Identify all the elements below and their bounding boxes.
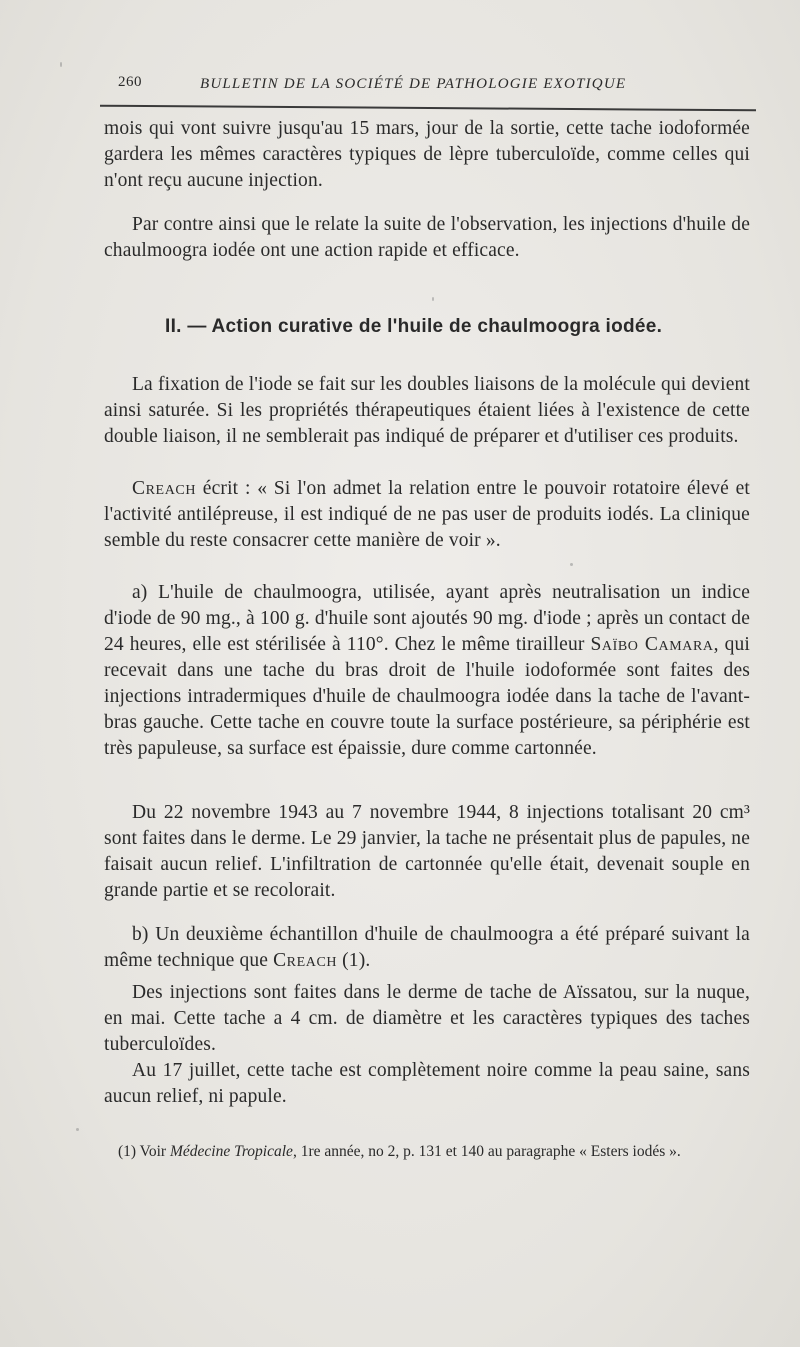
paragraph-part: (1). <box>337 950 371 971</box>
paragraph-july <box>104 1058 750 1110</box>
paper-speck <box>570 563 573 566</box>
patient-name: Saïbo Camara <box>590 634 714 655</box>
footnote-rest: , 1re année, no 2, p. 131 et 140 au paragraphe « Esters iodés ». <box>292 1143 681 1160</box>
paragraph-dates <box>104 800 750 904</box>
paper-speck <box>432 297 434 301</box>
paper-speck <box>76 1128 79 1131</box>
header-rule <box>100 105 756 112</box>
paragraph-part: a) L'huile de chaulmoogra, utilisée, ayant après neutralisation un indice d'iode de 90 mg., à 100 g. d'huile sont ajoutés 90 mg. d'iode ; après un contact de 24 heures, elle est stérilisée à 110°. Chez le même tirailleur <box>104 582 750 655</box>
paragraph-creach <box>104 476 750 554</box>
page-header <box>118 74 758 104</box>
paragraph-text: Au 17 juillet, cette tache est complètement noire comme la peau saine, sans aucun relief, ni papule. <box>104 1060 750 1107</box>
paragraph-text: Par contre ainsi que le relate la suite de l'observation, les injections d'huile de chaulmoogra iodée ont une action rapide et efficace. <box>104 214 750 261</box>
paragraph-continuation <box>104 116 750 194</box>
footnote <box>90 1142 750 1162</box>
paragraph-part: b) Un deuxième échantillon d'huile de chaulmoogra a été préparé suivant la même technique que <box>104 924 750 971</box>
paragraph-text: mois qui vont suivre jusqu'au 15 mars, jour de la sortie, cette tache iodoformée gardera les mêmes caractères typiques de lèpre tuberculoïde, comme celles qui n'ont reçu aucune injection. <box>104 118 750 191</box>
footnote-marker: (1) Voir <box>118 1143 170 1160</box>
paragraph-b <box>104 922 750 974</box>
paragraph-text: Des injections sont faites dans le derme de tache de Aïssatou, sur la nuque, en mai. Cette tache a 4 cm. de diamètre et les caractères typiques des taches tuberculoïdes. <box>104 982 750 1055</box>
paragraph-aissatou <box>104 980 750 1058</box>
footnote-journal: Médecine Tropicale <box>169 1143 293 1160</box>
paper-speck <box>60 62 62 67</box>
paragraph-injections <box>104 212 750 264</box>
paragraph-text <box>104 922 750 974</box>
paragraph-text <box>104 580 750 762</box>
running-title: BULLETIN DE LA SOCIÉTÉ DE PATHOLOGIE EXOTIQUE <box>200 76 627 92</box>
paragraph-a <box>104 580 750 762</box>
paragraph-fixation <box>104 372 750 450</box>
paragraph-part: , qui recevait dans une tache du bras droit de l'huile iodoformée sont faites des injections intradermiques d'huile de chaulmoogra iodée dans la tache de l'avant-bras gauche. Cette tache en couvre toute la surface postérieure, sa périphérie est très papuleuse, sa surface est épaissie, dure comme cartonnée. <box>104 634 751 759</box>
section-heading: II. — Action curative de l'huile de chaulmoogra iodée. <box>165 316 663 337</box>
author-name: Creach <box>273 950 338 971</box>
page-number: 260 <box>118 74 142 90</box>
paragraph-text: Du 22 novembre 1943 au 7 novembre 1944, 8 injections totalisant 20 cm³ sont faites dans le derme. Le 29 janvier, la tache ne présentait plus de papules, ne faisait aucun relief. L'infiltration de cartonnée qu'elle était, devenait souple en grande partie et se recolorait. <box>104 802 750 901</box>
paragraph-text: La fixation de l'iode se fait sur les doubles liaisons de la molécule qui devient ainsi saturée. Si les propriétés thérapeutiques étaient liées à l'existence de cette double liaison, il ne semblerait pas indiqué de préparer et d'utiliser ces produits. <box>104 374 750 447</box>
paragraph-rest: écrit : « Si l'on admet la relation entre le pouvoir rotatoire élevé et l'activité antilépreuse, il est indiqué de ne pas user de produits iodés. La clinique semble du reste consacrer cette manière de voir ». <box>104 478 750 551</box>
author-name: Creach <box>132 478 197 499</box>
paragraph-text <box>104 476 750 554</box>
